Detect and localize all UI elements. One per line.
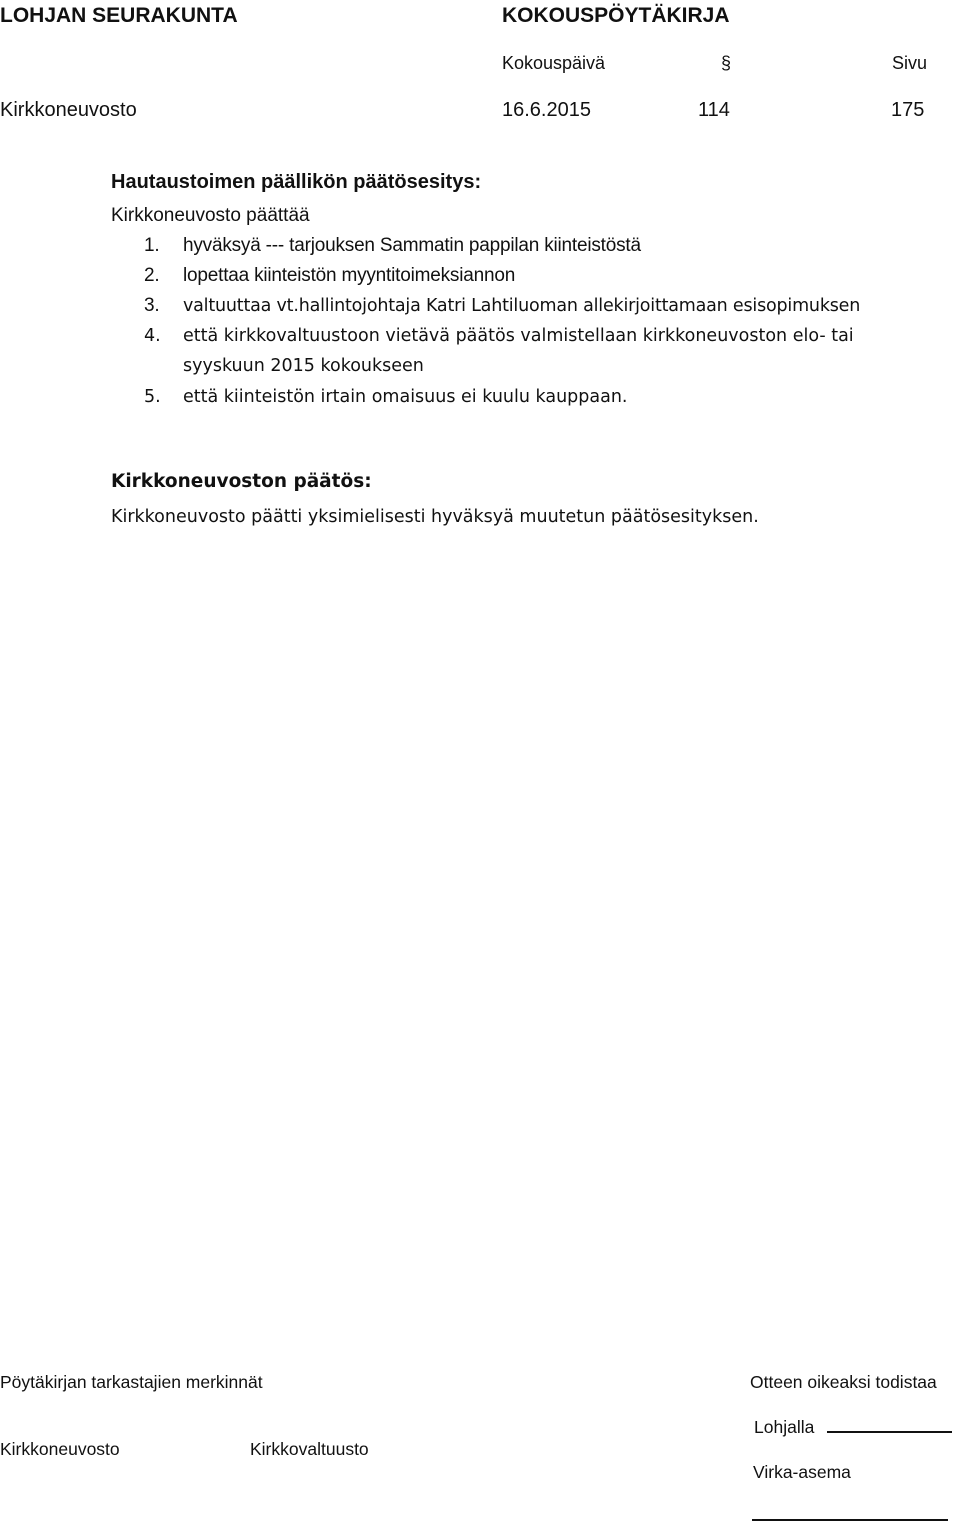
list-item bbox=[144, 387, 627, 407]
list-item bbox=[144, 265, 515, 287]
list-item bbox=[144, 326, 854, 346]
decision-text: Kirkkoneuvosto päätti yksimielisesti hyväksyä muutetun päätösesityksen. bbox=[111, 507, 759, 527]
church-council-label: Kirkkovaltuusto bbox=[250, 1439, 369, 1459]
certification-title: Otteen oikeaksi todistaa bbox=[750, 1372, 937, 1392]
section-symbol: § bbox=[721, 53, 732, 73]
list-item-number: 2. bbox=[144, 265, 160, 286]
list-item-number: 5. bbox=[144, 387, 161, 407]
list-item-text: että kirkkovaltuustoon vietävä päätös valmistellaan kirkkoneuvoston elo- tai bbox=[183, 326, 854, 346]
list-item-number: 4. bbox=[144, 326, 161, 346]
place-label: Lohjalla bbox=[754, 1417, 815, 1437]
proposal-heading: Hautaustoimen päällikön päätösesitys: bbox=[111, 171, 482, 193]
place-line bbox=[754, 1417, 952, 1438]
signature-line bbox=[827, 1431, 952, 1433]
list-item-text: että kiinteistön irtain omaisuus ei kuulu kauppaan. bbox=[183, 387, 628, 407]
list-item-number: 1. bbox=[144, 235, 160, 256]
document-type: KOKOUSPÖYTÄKIRJA bbox=[502, 4, 730, 27]
section-number: 114 bbox=[698, 99, 730, 121]
page-label: Sivu bbox=[892, 53, 928, 73]
list-item-number: 3. bbox=[144, 295, 160, 316]
parish-council-label: Kirkkoneuvosto bbox=[0, 1439, 120, 1459]
list-item-continuation: syyskuun 2015 kokoukseen bbox=[183, 356, 424, 376]
position-signature-line bbox=[752, 1519, 948, 1521]
list-item-text: hyväksyä --- tarjouksen Sammatin pappilan kiinteistöstä bbox=[183, 235, 641, 256]
meeting-body-name: Kirkkoneuvosto bbox=[0, 99, 137, 121]
organization-name: LOHJAN SEURAKUNTA bbox=[0, 4, 238, 27]
list-item bbox=[144, 235, 641, 257]
list-item bbox=[144, 295, 860, 317]
proposal-intro: Kirkkoneuvosto päättää bbox=[111, 205, 310, 226]
meeting-date: 16.6.2015 bbox=[502, 99, 591, 121]
decision-heading: Kirkkoneuvoston päätös: bbox=[111, 471, 372, 492]
list-item-text: lopettaa kiinteistön myyntitoimeksiannon bbox=[183, 265, 516, 286]
list-item-text: valtuuttaa vt.hallintojohtaja Katri Lahtiluoman allekirjoittamaan esisopimuksen bbox=[183, 296, 861, 316]
position-label: Virka-asema bbox=[753, 1462, 851, 1482]
reviewers-notes-title: Pöytäkirjan tarkastajien merkinnät bbox=[0, 1372, 263, 1392]
page-number: 175 bbox=[891, 99, 925, 121]
meeting-date-label: Kokouspäivä bbox=[502, 53, 606, 73]
